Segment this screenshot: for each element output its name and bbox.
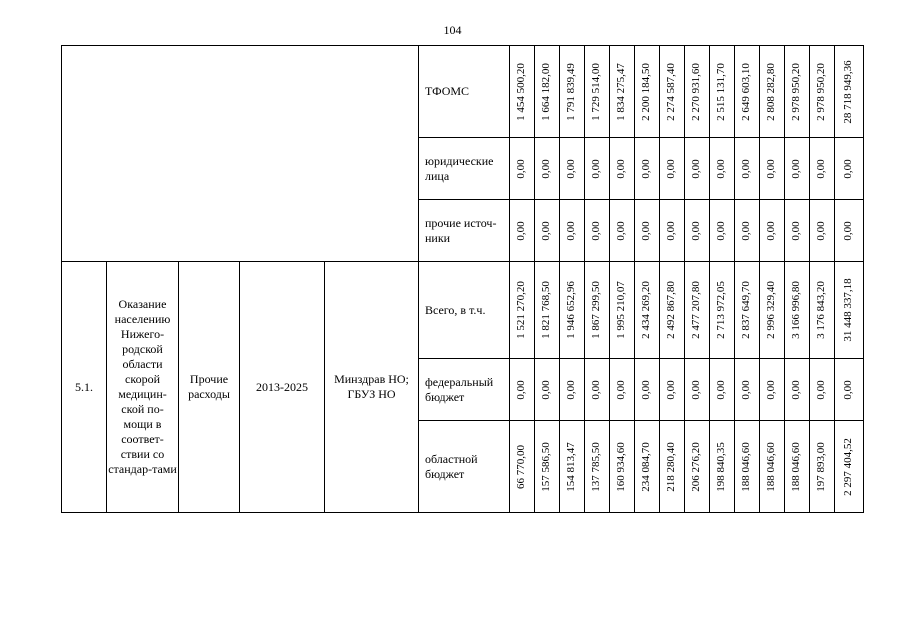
- value-cell: [710, 138, 735, 200]
- value-cell: [785, 138, 810, 200]
- value-cell: [785, 421, 810, 513]
- value-text: 0,00: [540, 220, 553, 241]
- value-text: 1 664 182,00: [540, 62, 553, 121]
- value-cell: [510, 262, 535, 359]
- value-text: 0,00: [815, 379, 828, 400]
- value-text: 2 996 329,40: [765, 281, 778, 339]
- value-text: 0,00: [842, 158, 855, 179]
- funding-source: юридические лица: [419, 138, 510, 200]
- value-cell: [685, 200, 710, 262]
- value-text: 0,00: [740, 379, 753, 400]
- value-text: 0,00: [640, 220, 653, 241]
- value-cell: [810, 262, 835, 359]
- value-cell: [735, 262, 760, 359]
- value-text: 0,00: [640, 379, 653, 400]
- value-text: 0,00: [665, 379, 678, 400]
- value-cell: [535, 46, 560, 138]
- value-cell: [685, 262, 710, 359]
- value-text: 0,00: [815, 158, 828, 179]
- value-text: 0,00: [715, 379, 728, 400]
- value-text: 188 046,60: [790, 441, 803, 492]
- value-text: 28 718 949,36: [842, 59, 855, 124]
- value-cell: [835, 138, 864, 200]
- value-cell: [735, 421, 760, 513]
- value-text: 154 813,47: [565, 441, 578, 492]
- value-text: 1 995 210,07: [615, 281, 628, 339]
- value-text: 0,00: [740, 220, 753, 241]
- value-cell: [610, 46, 635, 138]
- expense-type: Прочие расходы: [179, 262, 240, 513]
- value-text: 0,00: [715, 158, 728, 179]
- funding-source: ТФОМС: [419, 46, 510, 138]
- value-cell: [535, 359, 560, 421]
- funding-source: областной бюджет: [419, 421, 510, 513]
- value-text: 0,00: [740, 158, 753, 179]
- value-text: 0,00: [765, 220, 778, 241]
- value-cell: [810, 359, 835, 421]
- value-text: 0,00: [790, 379, 803, 400]
- value-cell: [810, 46, 835, 138]
- value-cell: [785, 200, 810, 262]
- value-cell: [610, 138, 635, 200]
- value-cell: [760, 138, 785, 200]
- value-text: 0,00: [842, 379, 855, 400]
- value-cell: [635, 138, 660, 200]
- value-text: 0,00: [665, 158, 678, 179]
- value-text: 188 046,60: [765, 441, 778, 492]
- value-text: 0,00: [690, 220, 703, 241]
- value-cell: [785, 262, 810, 359]
- value-text: 0,00: [790, 158, 803, 179]
- value-text: 0,00: [540, 379, 553, 400]
- value-cell: [585, 138, 610, 200]
- value-cell: [535, 421, 560, 513]
- value-text: 0,00: [640, 158, 653, 179]
- value-text: 1 821 768,50: [540, 281, 553, 339]
- value-cell: [785, 359, 810, 421]
- value-cell: [735, 359, 760, 421]
- value-cell: [585, 421, 610, 513]
- value-cell: [810, 200, 835, 262]
- value-cell: [510, 200, 535, 262]
- value-cell: [510, 138, 535, 200]
- value-text: 218 280,40: [665, 441, 678, 492]
- value-text: 0,00: [565, 379, 578, 400]
- value-cell: [635, 46, 660, 138]
- value-cell: [560, 138, 585, 200]
- value-cell: [585, 200, 610, 262]
- value-cell: [710, 421, 735, 513]
- value-cell: [635, 200, 660, 262]
- value-text: 2 274 587,40: [665, 62, 678, 121]
- value-cell: [660, 138, 685, 200]
- value-text: 0,00: [765, 158, 778, 179]
- value-cell: [685, 46, 710, 138]
- period: 2013-2025: [240, 262, 325, 513]
- value-cell: [835, 200, 864, 262]
- value-text: 157 586,50: [540, 441, 553, 492]
- value-text: 234 084,70: [640, 441, 653, 492]
- value-cell: [510, 46, 535, 138]
- value-cell: [735, 138, 760, 200]
- value-cell: [635, 421, 660, 513]
- value-text: 1 834 275,47: [615, 62, 628, 121]
- value-text: 2 515 131,70: [715, 62, 728, 121]
- value-text: 0,00: [765, 379, 778, 400]
- financing-table: [61, 45, 864, 513]
- value-cell: [510, 421, 535, 513]
- value-text: 1 729 514,00: [590, 62, 603, 121]
- value-text: 1 946 652,96: [565, 281, 578, 339]
- value-cell: [635, 359, 660, 421]
- value-cell: [610, 262, 635, 359]
- value-cell: [610, 359, 635, 421]
- value-text: 1 867 299,50: [590, 281, 603, 339]
- value-text: 0,00: [615, 220, 628, 241]
- value-cell: [585, 359, 610, 421]
- value-cell: [535, 138, 560, 200]
- value-text: 0,00: [715, 220, 728, 241]
- value-cell: [735, 46, 760, 138]
- value-text: 0,00: [565, 220, 578, 241]
- value-cell: [710, 262, 735, 359]
- value-cell: [660, 421, 685, 513]
- funding-source: федеральный бюджет: [419, 359, 510, 421]
- value-text: 0,00: [615, 379, 628, 400]
- funding-source: прочие источ-ники: [419, 200, 510, 262]
- table-row: [62, 46, 864, 138]
- value-cell: [735, 200, 760, 262]
- value-cell: [760, 262, 785, 359]
- value-text: 1 791 839,49: [565, 62, 578, 121]
- table-row: [62, 262, 864, 359]
- value-text: 2 477 207,80: [690, 281, 703, 339]
- value-text: 0,00: [842, 220, 855, 241]
- value-cell: [660, 262, 685, 359]
- value-text: 2 978 950,20: [815, 62, 828, 121]
- value-cell: [685, 138, 710, 200]
- value-text: 0,00: [590, 158, 603, 179]
- value-text: 137 785,50: [590, 441, 603, 492]
- value-cell: [610, 200, 635, 262]
- item-name: Оказание населению Нижего-родской области скорой медицин-ской по-мощи в соответ-ствии со стандар-тами: [107, 262, 179, 513]
- item-number: 5.1.: [62, 262, 107, 513]
- value-text: 0,00: [515, 379, 528, 400]
- value-text: 2 837 649,70: [740, 281, 753, 339]
- value-text: 31 448 337,18: [842, 278, 855, 342]
- executor: Минздрав НО; ГБУЗ НО: [325, 262, 419, 513]
- value-text: 160 934,60: [615, 441, 628, 492]
- value-text: 0,00: [790, 220, 803, 241]
- value-cell: [560, 262, 585, 359]
- value-text: 206 276,20: [690, 441, 703, 492]
- value-cell: [760, 359, 785, 421]
- value-cell: [585, 262, 610, 359]
- value-cell: [835, 46, 864, 138]
- value-text: 197 893,00: [815, 441, 828, 492]
- value-text: 2 808 282,80: [765, 62, 778, 121]
- value-cell: [760, 200, 785, 262]
- value-cell: [835, 421, 864, 513]
- value-text: 2 649 603,10: [740, 62, 753, 121]
- value-cell: [710, 359, 735, 421]
- value-cell: [560, 359, 585, 421]
- value-text: 2 978 950,20: [790, 62, 803, 121]
- value-text: 3 176 843,20: [815, 281, 828, 339]
- value-cell: [710, 46, 735, 138]
- value-cell: [535, 200, 560, 262]
- value-cell: [835, 359, 864, 421]
- value-text: 0,00: [540, 158, 553, 179]
- value-cell: [835, 262, 864, 359]
- value-text: 0,00: [515, 220, 528, 241]
- value-cell: [660, 200, 685, 262]
- value-text: 0,00: [665, 220, 678, 241]
- value-cell: [560, 46, 585, 138]
- value-cell: [685, 359, 710, 421]
- value-text: 3 166 996,80: [790, 281, 803, 339]
- value-text: 2 200 184,50: [640, 62, 653, 121]
- value-text: 1 454 500,20: [515, 62, 528, 121]
- value-cell: [760, 421, 785, 513]
- value-text: 0,00: [565, 158, 578, 179]
- value-text: 0,00: [515, 158, 528, 179]
- value-cell: [510, 359, 535, 421]
- page-number: 104: [443, 23, 462, 37]
- value-text: 0,00: [690, 158, 703, 179]
- value-text: 188 046,60: [740, 441, 753, 492]
- funding-source: Всего, в т.ч.: [419, 262, 510, 359]
- value-text: 0,00: [590, 220, 603, 241]
- value-cell: [660, 46, 685, 138]
- value-cell: [635, 262, 660, 359]
- value-text: 2 270 931,60: [690, 62, 703, 121]
- value-cell: [710, 200, 735, 262]
- value-cell: [810, 421, 835, 513]
- value-text: 2 297 404,52: [842, 437, 855, 496]
- value-text: 0,00: [815, 220, 828, 241]
- value-cell: [535, 262, 560, 359]
- value-cell: [810, 138, 835, 200]
- value-cell: [785, 46, 810, 138]
- value-cell: [610, 421, 635, 513]
- value-cell: [560, 200, 585, 262]
- value-cell: [560, 421, 585, 513]
- value-text: 1 521 270,20: [515, 281, 528, 339]
- value-text: 198 840,35: [715, 441, 728, 492]
- value-cell: [760, 46, 785, 138]
- value-text: 2 713 972,05: [715, 281, 728, 339]
- value-cell: [660, 359, 685, 421]
- value-text: 0,00: [690, 379, 703, 400]
- value-cell: [585, 46, 610, 138]
- value-text: 66 770,00: [515, 444, 528, 489]
- merged-empty-cell: [62, 46, 419, 262]
- value-text: 0,00: [590, 379, 603, 400]
- value-text: 2 434 269,20: [640, 281, 653, 339]
- value-text: 2 492 867,80: [665, 281, 678, 339]
- value-cell: [685, 421, 710, 513]
- value-text: 0,00: [615, 158, 628, 179]
